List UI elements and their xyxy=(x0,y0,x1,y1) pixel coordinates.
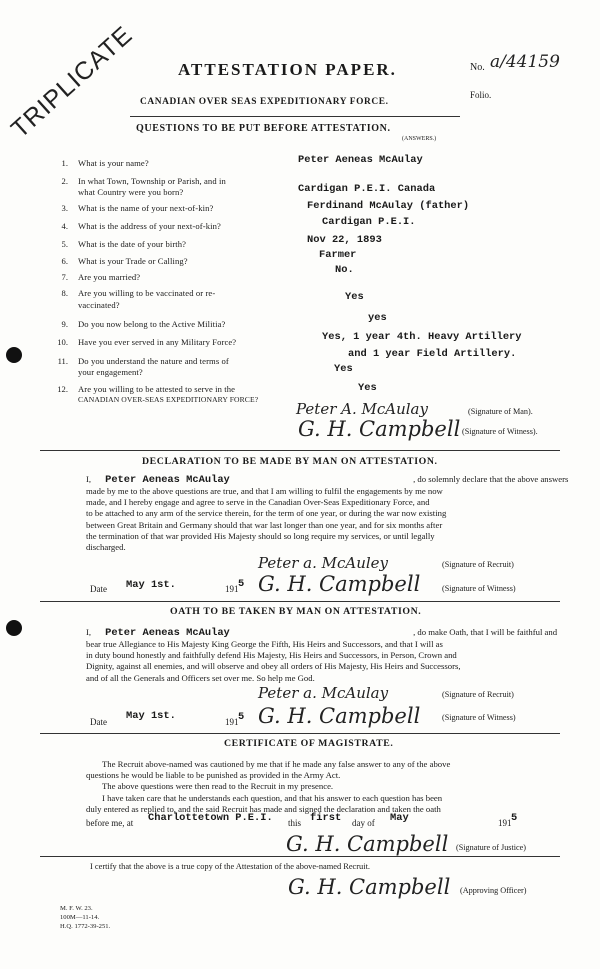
q8-text-1: Are you willing to be vaccinated or re- xyxy=(78,288,216,298)
q12-text-2: CANADIAN OVER-SEAS EXPEDITIONARY FORCE? xyxy=(78,395,259,404)
declaration-witness-signature: G. H. Campbell xyxy=(258,572,421,596)
page-subtitle: CANADIAN OVER SEAS EXPEDITIONARY FORCE. xyxy=(140,97,389,107)
triplicate-stamp: TRIPLICATE xyxy=(5,20,139,144)
q10-text: Have you ever served in any Military Force? xyxy=(78,337,237,347)
q8-num: 8. xyxy=(61,288,68,298)
folio-label: Folio. xyxy=(470,90,492,100)
answer-willing: Yes xyxy=(358,382,377,394)
q4-text: What is the address of your next-of-kin? xyxy=(78,221,221,231)
approving-officer-label: (Approving Officer) xyxy=(460,886,527,895)
answer-vaccinated: Yes xyxy=(345,291,364,303)
q9-num: 9. xyxy=(61,319,68,329)
oath-i: I, xyxy=(86,627,92,637)
declaration-text: I, Peter Aeneas McAulay , do solemnly declare that the above answers xyxy=(86,474,569,486)
oath-year-suffix: 5 xyxy=(238,711,245,723)
q9-text: Do you now belong to the Active Militia? xyxy=(78,319,226,329)
q11-text-2: your engagement? xyxy=(78,367,143,377)
punch-hole-top xyxy=(6,347,22,363)
declaration-name: Peter Aeneas McAulay xyxy=(105,474,230,486)
q2-num: 2. xyxy=(61,176,68,186)
justice-signature: G. H. Campbell xyxy=(286,832,449,856)
declaration-year-suffix: 5 xyxy=(238,578,245,590)
declaration-year-prefix: 191 xyxy=(225,584,239,594)
oath-text: I, Peter Aeneas McAulay , do make Oath, that I will be faithful and xyxy=(86,627,558,639)
certificate-day: first xyxy=(310,812,342,824)
declaration-witness-label: (Signature of Witness) xyxy=(442,584,516,593)
punch-hole-bottom xyxy=(6,620,22,636)
declaration-date: May 1st. xyxy=(126,579,176,591)
certificate-month: May xyxy=(390,812,409,824)
answer-name: Peter Aeneas McAulay xyxy=(298,154,423,166)
certificate-heading: CERTIFICATE OF MAGISTRATE. xyxy=(224,738,394,749)
answer-married: No. xyxy=(335,264,354,276)
oath-name: Peter Aeneas McAulay xyxy=(105,627,230,639)
certificate-year-prefix: 191 xyxy=(498,818,512,828)
q2-text-1: In what Town, Township or Parish, and in xyxy=(78,176,226,186)
certificate-day-of: day of xyxy=(352,818,375,828)
reg-number-value: a/44159 xyxy=(490,52,560,72)
q4-num: 4. xyxy=(61,221,68,231)
justice-signature-label: (Signature of Justice) xyxy=(456,843,527,852)
answer-birth-date: Nov 22, 1893 xyxy=(307,234,382,246)
declaration-body: made by me to the above questions are true, and that I am willing to fulfil the engagements by me now made, and I hereby engage and agree to serve in the Canadian Over-Seas Expeditionary Force, and to be attached to any arm of the service therein, for the term of one year, or during the war now existing between Great Britain and Germany should that war last longer than one year, and for six months after the termination of that war provided His Majesty should so long require my services, or until legally discharged. xyxy=(86,486,447,553)
q1-num: 1. xyxy=(61,158,68,168)
approving-officer-signature: G. H. Campbell xyxy=(288,875,451,899)
q10-num: 10. xyxy=(57,337,68,347)
answer-trade: Farmer xyxy=(319,249,357,261)
declaration-heading: DECLARATION TO BE MADE BY MAN ON ATTESTATION. xyxy=(142,456,438,467)
answer-address: Cardigan P.E.I. xyxy=(322,216,416,228)
answer-served-2: and 1 year Field Artillery. xyxy=(348,348,517,360)
q8-text-2: vaccinated? xyxy=(78,300,120,310)
oath-body: bear true Allegiance to His Majesty King George the Fifth, His Heirs and Successors, and that I will as in duty bound honestly and faithfully defend His Majesty, His Heirs and Successors, in Person, Crown and Dignity, against all enemies, and will observe and obey all orders of His Majesty, His Heirs and Successors, and of all the Generals and Officers set over me. So help me God. xyxy=(86,639,461,683)
oath-heading: OATH TO BE TAKEN BY MAN ON ATTESTATION. xyxy=(170,606,422,617)
oath-date-label: Date xyxy=(90,717,107,727)
answer-birthplace: Cardigan P.E.I. Canada xyxy=(298,183,436,195)
answer-next-of-kin: Ferdinand McAulay (father) xyxy=(307,200,470,212)
declaration-i: I, xyxy=(86,474,92,484)
answer-militia: yes xyxy=(368,312,387,324)
certificate-year-suffix: 5 xyxy=(511,812,518,824)
declaration-recruit-signature: Peter a. McAuley xyxy=(258,554,389,572)
certificate-before-me: before me, at xyxy=(86,818,134,828)
q5-num: 5. xyxy=(61,239,68,249)
signature-of-man: Peter A. McAulay xyxy=(296,400,428,418)
questions-heading: QUESTIONS TO BE PUT BEFORE ATTESTATION. xyxy=(136,123,391,134)
reg-number-label: No. xyxy=(470,62,485,73)
signature-of-man-label: (Signature of Man). xyxy=(468,407,533,416)
declaration-date-label: Date xyxy=(90,584,107,594)
answer-served-1: Yes, 1 year 4th. Heavy Artillery xyxy=(322,331,522,343)
oath-witness-label: (Signature of Witness) xyxy=(442,713,516,722)
oath-witness-signature: G. H. Campbell xyxy=(258,704,421,728)
q3-num: 3. xyxy=(61,203,68,213)
oath-year-prefix: 191 xyxy=(225,717,239,727)
declaration-recruit-label: (Signature of Recruit) xyxy=(442,560,514,569)
q1-text: What is your name? xyxy=(78,158,149,168)
q6-text: What is your Trade or Calling? xyxy=(78,256,188,266)
q11-text-1: Do you understand the nature and terms of xyxy=(78,356,229,366)
answers-label: (ANSWERS.) xyxy=(402,136,437,142)
certify-copy-text: I certify that the above is a true copy of the Attestation of the above-named Recruit. xyxy=(90,862,370,871)
signature-of-witness-label: (Signature of Witness). xyxy=(462,427,538,436)
answer-understand: Yes xyxy=(334,363,353,375)
q12-text-1: Are you willing to be attested to serve in the xyxy=(78,384,236,394)
footer-form-code: M. F. W. 23. xyxy=(60,905,93,912)
page-title: ATTESTATION PAPER. xyxy=(178,60,397,79)
certificate-this: this xyxy=(288,818,302,828)
oath-date: May 1st. xyxy=(126,710,176,722)
footer-hq-ref: H.Q. 1772-39-251. xyxy=(60,923,111,930)
q11-num: 11. xyxy=(57,356,68,366)
certificate-place: Charlottetown P.E.I. xyxy=(148,812,273,824)
certificate-body: The Recruit above-named was cautioned by me that if he made any false answer to any of the above questions he would be liable to be punished as provided in the Army Act. The above questions were then read to the Recruit in my presence. I have taken care that he understands each question, and that his answer to each question has been duly entered as replied to, and the said Recruit has made and signed the declaration and taken the oath xyxy=(86,759,451,814)
q6-num: 6. xyxy=(61,256,68,266)
q7-text: Are you married? xyxy=(78,272,141,282)
q7-num: 7. xyxy=(61,272,68,282)
q5-text: What is the date of your birth? xyxy=(78,239,187,249)
footer-print-run: 100M—11-14. xyxy=(60,914,100,921)
q3-text: What is the name of your next-of-kin? xyxy=(78,203,214,213)
q12-num: 12. xyxy=(57,384,68,394)
signature-of-witness: G. H. Campbell xyxy=(298,417,461,441)
oath-recruit-label: (Signature of Recruit) xyxy=(442,690,514,699)
oath-recruit-signature: Peter a. McAulay xyxy=(258,684,389,702)
q2-text-2: what Country were you born? xyxy=(78,187,184,197)
